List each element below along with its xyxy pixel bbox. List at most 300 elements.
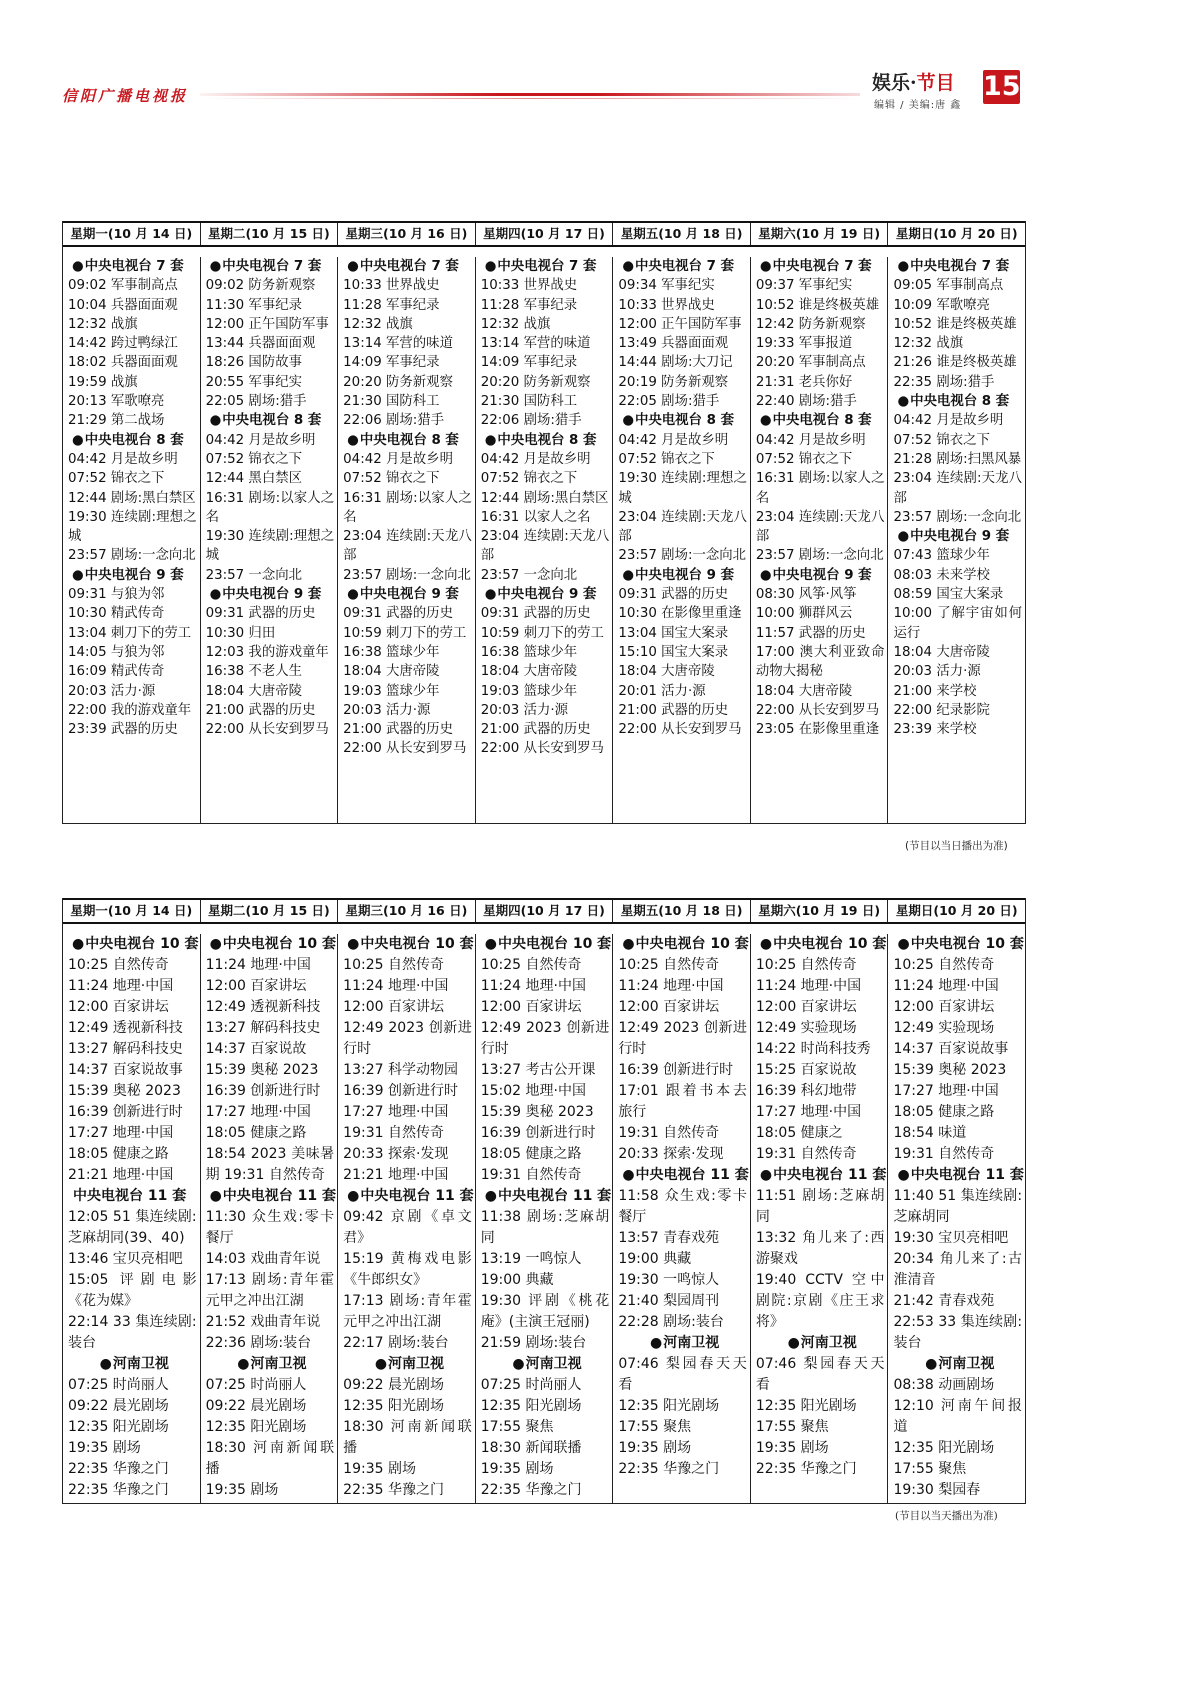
- program-item: 17:27 地理·中国: [343, 1104, 449, 1120]
- channel-heading: ● 中央电视台 8 套: [343, 431, 472, 450]
- program-item: 14:37 百家说故事: [893, 1041, 1009, 1057]
- header-rule: [200, 93, 860, 96]
- program-item: 16:38 篮球少年: [480, 644, 578, 660]
- program-item: 20:33 探索·发现: [343, 1146, 449, 1162]
- program-item: 08:38 动画剧场: [893, 1377, 995, 1393]
- program-item: 18:30 河南新闻联播: [205, 1440, 335, 1477]
- program-item: 04:42 月是故乡明: [343, 451, 453, 467]
- page-number: 15: [983, 71, 1021, 102]
- program-item: 19:30 连续剧:理想之城: [68, 509, 197, 545]
- program-item: 12:00 百家讲坛: [893, 999, 995, 1015]
- program-item: 23:04 连续剧:天龙八部: [618, 509, 747, 545]
- program-item: 11:30 军事纪录: [205, 297, 302, 313]
- day-header: 星期日(10 月 20 日): [887, 900, 1025, 922]
- program-item: 07:52 锦衣之下: [68, 471, 165, 487]
- program-item: 09:22 晨光剧场: [343, 1377, 444, 1393]
- channel-heading: ● 中央电视台 9 套: [343, 585, 472, 604]
- day-header: 星期六(10 月 19 日): [750, 223, 888, 245]
- program-item: 19:35 剧场: [343, 1461, 416, 1477]
- program-item: 12:35 阳光剧场: [755, 1398, 857, 1414]
- program-item: 10:33 世界战史: [618, 297, 715, 313]
- day-header: 星期一(10 月 14 日): [70, 903, 193, 918]
- day-column: [475, 934, 613, 1503]
- channel-heading: ● 中央电视台 10 套: [343, 934, 472, 955]
- program-item: 12:00 百家讲坛: [480, 999, 582, 1015]
- program-item: 17:55 聚焦: [893, 1461, 967, 1477]
- program-item: 22:06 剧场:猎手: [480, 413, 582, 429]
- program-item: 10:30 在影像里重逢: [618, 606, 742, 622]
- program-item: 12:00 百家讲坛: [343, 999, 444, 1015]
- program-item: 11:24 地理·中国: [68, 978, 174, 994]
- day-column: [200, 934, 338, 1503]
- program-item: 04:42 月是故乡明: [618, 432, 729, 448]
- program-item: 18:04 大唐帝陵: [755, 683, 853, 699]
- program-item: 19:35 剧场: [480, 1461, 554, 1477]
- channel-heading: ● 中央电视台 7 套: [893, 257, 1022, 276]
- program-item: 20:20 军事制高点: [755, 355, 866, 371]
- program-item: 17:55 聚焦: [480, 1419, 554, 1435]
- program-item: 10:25 自然传奇: [618, 957, 720, 973]
- channel-heading: ● 中央电视台 8 套: [481, 431, 610, 450]
- channel-heading: ● 中央电视台 8 套: [618, 411, 747, 430]
- program-item: 22:06 剧场:猎手: [343, 413, 445, 429]
- program-item: 11:28 军事纪录: [343, 297, 440, 313]
- section-title-left: 娱乐: [872, 72, 911, 94]
- program-item: 10:25 自然传奇: [893, 957, 995, 973]
- program-item: 09:02 军事制高点: [68, 278, 178, 294]
- program-item: 12:44 黑白禁区: [205, 471, 302, 487]
- program-item: 22:35 华豫之门: [480, 1482, 582, 1498]
- program-item: 07:52 锦衣之下: [893, 432, 990, 448]
- program-item: 19:35 剧场: [618, 1440, 692, 1456]
- program-item: 10:00 狮群风云: [755, 606, 853, 622]
- program-item: 10:52 谁是终极英雄: [755, 297, 880, 313]
- program-item: 16:31 剧场:以家人之名: [343, 490, 472, 525]
- program-item: 14:42 跨过鸭绿江: [68, 336, 178, 352]
- program-item: 04:42 月是故乡明: [68, 451, 178, 467]
- program-item: 23:57 剧场:一念向北: [618, 548, 747, 564]
- program-item: 22:40 剧场:猎手: [755, 394, 857, 410]
- program-item: 16:38 篮球少年: [343, 644, 440, 660]
- program-item: 13:27 解码科技史: [68, 1041, 183, 1057]
- program-item: 19:30 连续剧:理想之城: [205, 529, 335, 564]
- program-item: 11:58 众生戏:零卡餐厅: [618, 1188, 747, 1225]
- program-item: 07:52 锦衣之下: [755, 451, 853, 467]
- program-item: 21:21 地理·中国: [343, 1167, 449, 1183]
- program-item: 13:44 兵器面面观: [205, 336, 316, 352]
- channel-heading: ● 中央电视台 10 套: [206, 934, 335, 955]
- program-item: 10:25 自然传奇: [68, 957, 169, 973]
- program-item: 20:03 活力·源: [343, 702, 431, 718]
- program-item: 11:24 地理·中国: [343, 978, 449, 994]
- program-item: 11:51 剧场:芝麻胡同: [755, 1188, 885, 1225]
- program-item: 15:39 奥秘 2023: [893, 1062, 1007, 1078]
- program-item: 21:42 青春戏苑: [893, 1293, 995, 1309]
- program-item: 18:05 健康之: [755, 1125, 843, 1141]
- channel-heading: ● 中央电视台 11 套: [893, 1165, 1022, 1186]
- program-item: 22:00 从长安到罗马: [480, 741, 604, 757]
- program-item: 20:03 活力·源: [480, 702, 569, 718]
- program-item: 21:00 武器的历史: [618, 702, 729, 718]
- program-item: 18:54 2023 美味暑期 19:31 自然传奇: [205, 1146, 335, 1183]
- program-item: 14:05 与狼为邻: [68, 644, 165, 660]
- program-item: 04:42 月是故乡明: [205, 432, 316, 448]
- channel-heading: ● 中央电视台 8 套: [893, 392, 1022, 411]
- program-item: 11:24 地理·中国: [755, 978, 862, 994]
- program-item: 11:28 军事纪录: [480, 297, 578, 313]
- program-item: 22:36 剧场:装台: [205, 1335, 312, 1351]
- program-item: 12:49 透视新科技: [68, 1020, 183, 1036]
- program-item: 19:30 连续剧:理想之城: [618, 471, 747, 506]
- program-item: 10:59 刺刀下的劳工: [480, 625, 604, 641]
- program-item: 21:40 梨园周刊: [618, 1293, 720, 1309]
- program-item: 16:39 创新进行时: [68, 1104, 183, 1120]
- program-item: 10:00 了解宇宙如何运行: [893, 606, 1023, 641]
- program-item: 16:31 剧场:以家人之名: [205, 490, 335, 525]
- program-item: 10:30 归田: [205, 625, 276, 641]
- program-item: 19:31 自然传奇: [343, 1125, 444, 1141]
- program-item: 07:25 时尚丽人: [68, 1377, 169, 1393]
- channel-heading: ● 中央电视台 10 套: [618, 934, 747, 955]
- channel-heading: ● 河南卫视: [893, 1354, 1022, 1375]
- channel-heading: ● 中央电视台 10 套: [893, 934, 1022, 955]
- section-title-dot: ·: [910, 72, 917, 94]
- program-item: 07:52 锦衣之下: [618, 451, 715, 467]
- channel-heading: ● 中央电视台 8 套: [68, 431, 197, 450]
- program-item: 22:35 华豫之门: [755, 1461, 857, 1477]
- day-header: 星期二(10 月 15 日): [200, 223, 338, 245]
- program-item: 10:04 兵器面面观: [68, 297, 178, 313]
- program-item: 18:04 大唐帝陵: [205, 683, 302, 699]
- program-item: 17:27 地理·中国: [68, 1125, 174, 1141]
- program-item: 12:49 实验现场: [755, 1020, 857, 1036]
- program-item: 21:21 地理·中国: [68, 1167, 174, 1183]
- program-item: 12:00 正午国防军事: [205, 316, 329, 332]
- channel-heading: ● 中央电视台 9 套: [68, 566, 197, 585]
- program-item: 14:37 百家说故: [205, 1041, 307, 1057]
- program-item: 17:01 跟着书本去旅行: [618, 1083, 747, 1120]
- channel-heading: ● 河南卫视: [481, 1354, 610, 1375]
- program-item: 10:09 军歌嘹亮: [893, 297, 990, 313]
- channel-heading: ● 中央电视台 10 套: [68, 934, 197, 955]
- day-header: 星期二(10 月 15 日): [200, 900, 338, 922]
- program-item: 16:38 不老人生: [205, 664, 302, 680]
- program-item: 23:04 连续剧:天龙八部: [343, 529, 472, 564]
- program-item: 14:09 军事纪录: [480, 355, 578, 371]
- program-item: 13:27 解码科技史: [205, 1020, 321, 1036]
- channel-heading: ● 中央电视台 7 套: [343, 257, 472, 276]
- program-item: 21:30 国防科工: [343, 394, 440, 410]
- program-item: 21:52 戏曲青年说: [205, 1314, 321, 1330]
- program-item: 16:31 以家人之名: [480, 509, 591, 525]
- program-item: 13:14 军营的味道: [343, 336, 453, 352]
- program-item: 17:13 剧场:青年霍元甲之冲出江湖: [343, 1293, 472, 1330]
- program-item: 19:00 典藏: [618, 1251, 692, 1267]
- channel-heading: ● 河南卫视: [68, 1354, 197, 1375]
- program-item: 22:00 我的游戏童年: [68, 702, 192, 718]
- program-item: 10:25 自然传奇: [480, 957, 582, 973]
- program-item: 09:22 晨光剧场: [205, 1398, 307, 1414]
- program-item: 23:04 连续剧:天龙八部: [480, 529, 610, 564]
- program-item: 09:34 军事纪实: [618, 278, 715, 294]
- program-item: 15:19 黄梅戏电影《牛郎织女》: [343, 1251, 472, 1288]
- program-item: 21:26 谁是终极英雄: [893, 355, 1017, 371]
- program-item: 11:24 地理·中国: [205, 957, 311, 973]
- program-item: 14:37 百家说故事: [68, 1062, 183, 1078]
- program-item: 14:09 军事纪录: [343, 355, 440, 371]
- program-item: 15:25 百家说故: [755, 1062, 857, 1078]
- program-item: 12:49 实验现场: [893, 1020, 995, 1036]
- program-item: 18:26 国防故事: [205, 355, 302, 371]
- program-item: 12:35 阳光剧场: [205, 1419, 307, 1435]
- program-item: 16:39 创新进行时: [205, 1083, 321, 1099]
- program-item: 17:55 聚焦: [618, 1419, 692, 1435]
- program-item: 21:00 来学校: [893, 683, 977, 699]
- program-item: 11:24 地理·中国: [618, 978, 724, 994]
- program-item: 13:04 刺刀下的劳工: [68, 625, 192, 641]
- editor-credit: 编辑 / 美编:唐 鑫: [874, 100, 962, 111]
- program-item: 09:22 晨光剧场: [68, 1398, 169, 1414]
- program-item: 07:43 篮球少年: [893, 548, 990, 564]
- program-item: 11:30 众生戏:零卡餐厅: [205, 1209, 335, 1246]
- program-item: 15:39 奥秘 2023: [480, 1104, 594, 1120]
- program-item: 23:57 剧场:一念向北: [755, 548, 884, 564]
- program-item: 12:35 阳光剧场: [343, 1398, 444, 1414]
- section-title-right: 节目: [916, 72, 955, 94]
- program-item: 07:52 锦衣之下: [205, 451, 302, 467]
- channel-heading: ● 中央电视台 11 套: [481, 1186, 610, 1207]
- program-item: 22:35 华豫之门: [618, 1461, 720, 1477]
- program-item: 22:35 华豫之门: [68, 1482, 169, 1498]
- program-item: 14:03 戏曲青年说: [205, 1251, 321, 1267]
- program-item: 20:55 军事纪实: [205, 374, 302, 390]
- program-item: 21:31 老兵你好: [755, 374, 853, 390]
- program-item: 11:40 51 集连续剧:芝麻胡同: [893, 1188, 1023, 1225]
- program-item: 12:35 阳光剧场: [480, 1398, 582, 1414]
- program-item: 19:35 剧场: [68, 1440, 141, 1456]
- channel-heading: ● 中央电视台 7 套: [68, 257, 197, 276]
- day-header: 星期三(10 月 16 日): [337, 223, 475, 245]
- program-item: 15:05 评剧电影《花为媒》: [68, 1272, 197, 1309]
- program-item: 12:35 阳光剧场: [893, 1440, 995, 1456]
- program-item: 12:49 2023 创新进行时: [618, 1020, 747, 1057]
- program-item: 13:32 角儿来了:西游聚戏: [755, 1230, 885, 1267]
- program-item: 22:35 剧场:猎手: [893, 374, 995, 390]
- channel-heading: ● 中央电视台 9 套: [618, 566, 747, 585]
- program-item: 19:35 剧场: [205, 1482, 279, 1498]
- program-item: 22:05 剧场:猎手: [618, 394, 720, 410]
- program-item: 19:33 军事报道: [755, 336, 853, 352]
- program-item: 17:13 剧场:青年霍元甲之冲出江湖: [205, 1272, 335, 1309]
- schedule-header-row: [63, 221, 1025, 247]
- program-item: 19:31 自然传奇: [618, 1125, 720, 1141]
- program-item: 15:39 奥秘 2023: [205, 1062, 319, 1078]
- channel-heading: ● 中央电视台 9 套: [481, 585, 610, 604]
- program-item: 18:05 健康之路: [68, 1146, 169, 1162]
- program-item: 09:42 京剧《卓文君》: [343, 1209, 472, 1246]
- program-item: 22:05 剧场:猎手: [205, 394, 307, 410]
- program-item: 22:00 纪录影院: [893, 702, 990, 718]
- program-item: 18:05 健康之路: [893, 1104, 995, 1120]
- day-column: [750, 257, 888, 823]
- program-item: 12:32 战旗: [480, 316, 551, 332]
- program-item: 19:00 典藏: [480, 1272, 554, 1288]
- channel-heading: ● 中央电视台 7 套: [481, 257, 610, 276]
- program-item: 22:35 华豫之门: [343, 1482, 444, 1498]
- program-item: 10:59 刺刀下的劳工: [343, 625, 467, 641]
- program-item: 12:49 2023 创新进行时: [343, 1020, 472, 1057]
- program-item: 12:00 百家讲坛: [618, 999, 720, 1015]
- program-item: 10:33 世界战史: [480, 278, 578, 294]
- program-item: 21:59 剧场:装台: [480, 1335, 587, 1351]
- schedule-note: (节目以当天播出为准): [895, 1510, 998, 1522]
- program-item: 16:39 创新进行时: [618, 1062, 734, 1078]
- program-item: 17:55 聚焦: [755, 1419, 829, 1435]
- program-item: 22:28 剧场:装台: [618, 1314, 724, 1330]
- program-item: 17:27 地理·中国: [205, 1104, 311, 1120]
- program-item: 12:44 剧场:黑白禁区: [480, 490, 609, 506]
- channel-heading: ● 中央电视台 11 套: [618, 1165, 747, 1186]
- day-column: [337, 934, 475, 1503]
- program-item: 23:57 剧场:一念向北: [68, 548, 196, 564]
- program-item: 22:17 剧场:装台: [343, 1335, 449, 1351]
- program-item: 08:30 风筝·风筝: [755, 587, 857, 603]
- channel-heading: ● 中央电视台 8 套: [206, 411, 335, 430]
- program-item: 22:00 从长安到罗马: [618, 722, 742, 738]
- channel-heading: ● 河南卫视: [756, 1333, 885, 1354]
- channel-heading: ● 中央电视台 9 套: [756, 566, 885, 585]
- program-item: 12:35 阳光剧场: [618, 1398, 720, 1414]
- program-item: 07:46 梨园春天天看: [755, 1356, 885, 1393]
- program-item: 12:32 战旗: [343, 316, 413, 332]
- program-item: 12:49 2023 创新进行时: [480, 1020, 610, 1057]
- program-item: 23:39 来学校: [893, 722, 977, 738]
- schedule-table-bottom: [62, 898, 1026, 1504]
- program-item: 18:30 河南新闻联播: [343, 1419, 472, 1456]
- program-item: 20:19 防务新观察: [618, 374, 729, 390]
- day-column: [475, 257, 613, 823]
- program-item: 20:03 活力·源: [68, 683, 156, 699]
- program-item: 09:37 军事纪实: [755, 278, 853, 294]
- day-header: 星期三(10 月 16 日): [337, 900, 475, 922]
- program-item: 13:46 宝贝亮相吧: [68, 1251, 183, 1267]
- program-item: 23:04 连续剧:天龙八部: [893, 471, 1023, 506]
- program-item: 07:52 锦衣之下: [343, 471, 440, 487]
- program-item: 10:33 世界战史: [343, 278, 440, 294]
- day-column: [200, 257, 338, 823]
- program-item: 11:24 地理·中国: [480, 978, 586, 994]
- program-item: 21:00 武器的历史: [205, 702, 316, 718]
- program-item: 13:57 青春戏苑: [618, 1230, 720, 1246]
- program-item: 17:27 地理·中国: [755, 1104, 862, 1120]
- channel-heading: ● 中央电视台 10 套: [481, 934, 610, 955]
- program-item: 21:00 武器的历史: [343, 722, 453, 738]
- program-item: 23:57 剧场:一念向北: [893, 509, 1022, 525]
- program-item: 19:31 自然传奇: [893, 1146, 995, 1162]
- channel-heading: ● 中央电视台 8 套: [756, 411, 885, 430]
- day-column: [750, 934, 888, 1503]
- channel-heading: ● 中央电视台 11 套: [343, 1186, 472, 1207]
- day-header: 星期六(10 月 19 日): [750, 900, 888, 922]
- schedule-table-top: [62, 221, 1026, 824]
- program-item: 13:19 一鸣惊人: [480, 1251, 582, 1267]
- program-item: 20:01 活力·源: [618, 683, 706, 699]
- program-item: 12:00 百家讲坛: [205, 978, 307, 994]
- program-item: 19:40 CCTV 空中剧院:京剧《庄王求将》: [755, 1272, 885, 1330]
- program-item: 16:39 科幻地带: [755, 1083, 857, 1099]
- program-item: 08:03 未来学校: [893, 567, 990, 583]
- day-column: [887, 934, 1025, 1503]
- program-item: 18:54 味道: [893, 1125, 967, 1141]
- program-item: 07:25 时尚丽人: [205, 1377, 307, 1393]
- program-item: 12:00 正午国防军事: [618, 316, 742, 332]
- program-item: 19:03 篮球少年: [480, 683, 578, 699]
- program-item: 09:31 武器的历史: [343, 606, 453, 622]
- schedule-note: (节目以当日播出为准): [905, 840, 1008, 852]
- program-item: 11:38 剧场:芝麻胡同: [480, 1209, 610, 1246]
- program-item: 04:42 月是故乡明: [893, 413, 1004, 429]
- schedule-body: [63, 924, 1025, 1503]
- program-item: 19:30 评剧《桃花庵》(主演王冠丽): [480, 1293, 610, 1330]
- program-item: 09:02 防务新观察: [205, 278, 316, 294]
- channel-heading: ● 河南卫视: [343, 1354, 472, 1375]
- channel-heading: ● 中央电视台 9 套: [206, 585, 335, 604]
- channel-heading: ● 河南卫视: [618, 1333, 747, 1354]
- program-item: 23:57 剧场:一念向北: [343, 567, 471, 583]
- program-item: 18:30 新闻联播: [480, 1440, 582, 1456]
- program-item: 16:31 剧场:以家人之名: [755, 471, 885, 506]
- channel-heading: 中央电视台 11 套: [73, 1188, 187, 1204]
- program-item: 13:49 兵器面面观: [618, 336, 729, 352]
- newspaper-name: 信阳广播电视报: [62, 87, 189, 105]
- program-item: 07:25 时尚丽人: [480, 1377, 582, 1393]
- program-item: 12:35 阳光剧场: [68, 1419, 169, 1435]
- program-item: 12:49 透视新科技: [205, 999, 321, 1015]
- program-item: 12:32 战旗: [893, 336, 964, 352]
- day-column: [63, 934, 200, 1503]
- program-item: 09:31 武器的历史: [205, 606, 316, 622]
- program-item: 21:00 武器的历史: [480, 722, 591, 738]
- program-item: 23:39 武器的历史: [68, 722, 178, 738]
- program-item: 12:44 剧场:黑白禁区: [68, 490, 196, 506]
- program-item: 13:27 考古公开课: [480, 1062, 596, 1078]
- program-item: 22:14 33 集连续剧:装台: [68, 1314, 197, 1351]
- program-item: 18:05 健康之路: [205, 1125, 307, 1141]
- program-item: 22:35 华豫之门: [68, 1461, 169, 1477]
- program-item: 17:27 地理·中国: [893, 1083, 999, 1099]
- program-item: 23:04 连续剧:天龙八部: [755, 509, 885, 545]
- program-item: 15:10 国宝大案录: [618, 644, 729, 660]
- program-item: 18:04 大唐帝陵: [480, 664, 578, 680]
- masthead: [0, 0, 1200, 130]
- program-item: 09:31 与狼为邻: [68, 587, 165, 603]
- program-item: 22:00 从长安到罗马: [755, 702, 880, 718]
- program-item: 14:22 时尚科技秀: [755, 1041, 871, 1057]
- program-item: 21:28 剧场:扫黑风暴: [893, 451, 1022, 467]
- program-item: 20:20 防务新观察: [480, 374, 591, 390]
- program-item: 11:57 武器的历史: [755, 625, 866, 641]
- program-item: 19:31 自然传奇: [755, 1146, 857, 1162]
- program-item: 13:14 军营的味道: [480, 336, 591, 352]
- program-item: 23:57 一念向北: [480, 567, 578, 583]
- program-item: 12:00 百家讲坛: [755, 999, 857, 1015]
- program-item: 21:29 第二战场: [68, 413, 165, 429]
- program-item: 10:52 谁是终极英雄: [893, 316, 1017, 332]
- program-item: 15:39 奥秘 2023: [68, 1083, 181, 1099]
- program-item: 21:30 国防科工: [480, 394, 578, 410]
- day-header: 星期日(10 月 20 日): [887, 223, 1025, 245]
- program-item: 19:30 一鸣惊人: [618, 1272, 720, 1288]
